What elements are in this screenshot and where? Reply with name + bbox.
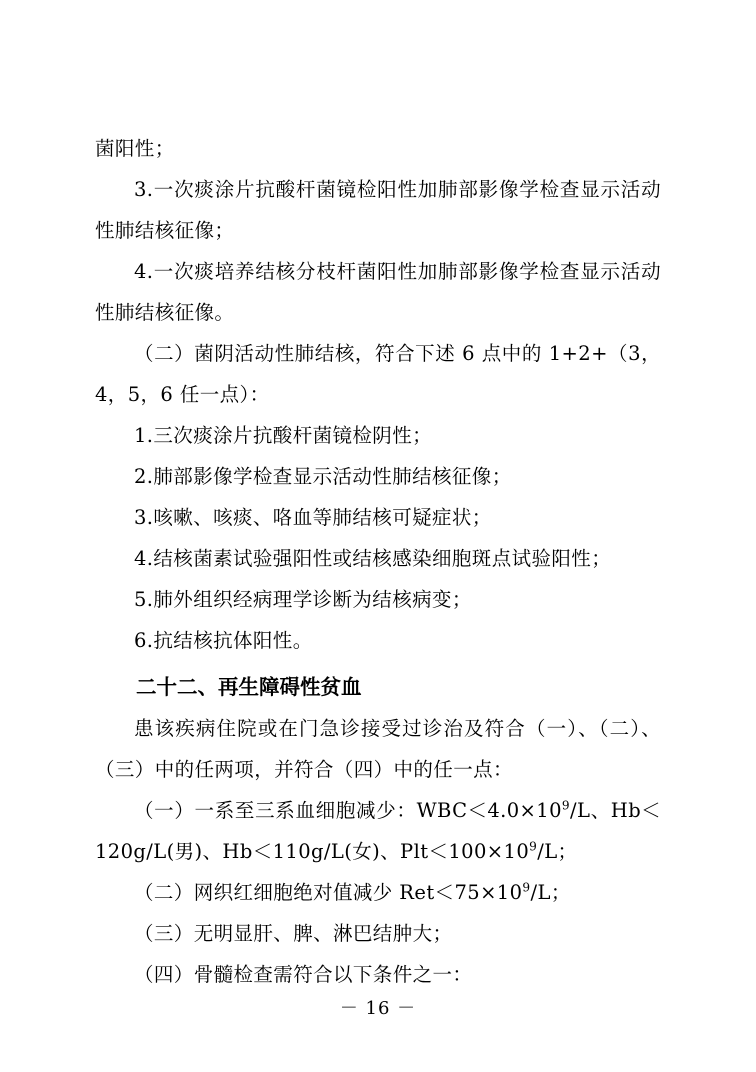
paragraph-criterion-three: （三）无明显肝、脾、淋巴结肿大；: [134, 922, 453, 945]
paragraph-item-6: 6.抗结核抗体阳性。: [134, 629, 313, 652]
page-footer: [0, 994, 756, 1020]
paragraph-diagnosis-intro: 患该疾病住院或在门急诊接受过诊治及符合（一）、（二）、（三）中的任两项，并符合（四）中的任一点：: [95, 717, 661, 781]
section-heading-aplastic-anemia: 二十二、再生障碍性贫血: [136, 675, 362, 699]
criterion-one-prefix: （一）一系至三系血细胞减少：WBC＜4.0×10: [134, 799, 562, 822]
criterion-two-suffix: /L；: [530, 881, 571, 904]
criterion-one-suffix: /L；: [537, 840, 578, 863]
criterion-two-exponent: 9: [522, 880, 531, 895]
paragraph-item-3: 3.咳嗽、咳痰、咯血等肺结核可疑症状；: [134, 506, 492, 529]
paragraph-item-4: 4.结核菌素试验强阳性或结核感染细胞斑点试验阳性；: [134, 547, 612, 570]
criterion-one-exponent-1: 9: [561, 798, 571, 813]
paragraph-criterion-4: 4.一次痰培养结核分枝杆菌阳性加肺部影像学检查显示活动性肺结核征像。: [95, 260, 661, 324]
document-body: [95, 128, 661, 995]
paragraph-item-2: 2.肺部影像学检查显示活动性肺结核征像；: [134, 465, 512, 488]
paragraph-continuation: 菌阳性；: [95, 137, 175, 160]
paragraph-item-5: 5.肺外组织经病理学诊断为结核病变；: [134, 588, 472, 611]
paragraph-item-1: 1.三次痰涂片抗酸杆菌镜检阴性；: [134, 424, 433, 447]
criterion-one-exponent-2: 9: [529, 839, 538, 854]
criterion-one-middle: /L、Hb＜120g/L(男)、Hb＜110g/L(女)、Plt＜100×10: [95, 799, 661, 863]
criterion-two-prefix: （二）网织红细胞绝对值减少 Ret＜75×10: [134, 881, 523, 904]
paragraph-criterion-two: [95, 872, 661, 913]
paragraph-criterion-one: [95, 790, 661, 872]
page-number: － 16 －: [339, 998, 417, 1019]
paragraph-criterion-four: （四）骨髓检查需符合以下条件之一：: [134, 963, 473, 986]
paragraph-criterion-3: 3.一次痰涂片抗酸杆菌镜检阳性加肺部影像学检查显示活动性肺结核征像；: [95, 178, 661, 242]
paragraph-section-two: （二）菌阴活动性肺结核，符合下述 6 点中的 1+2+（3，4，5，6 任一点）：: [95, 342, 661, 406]
